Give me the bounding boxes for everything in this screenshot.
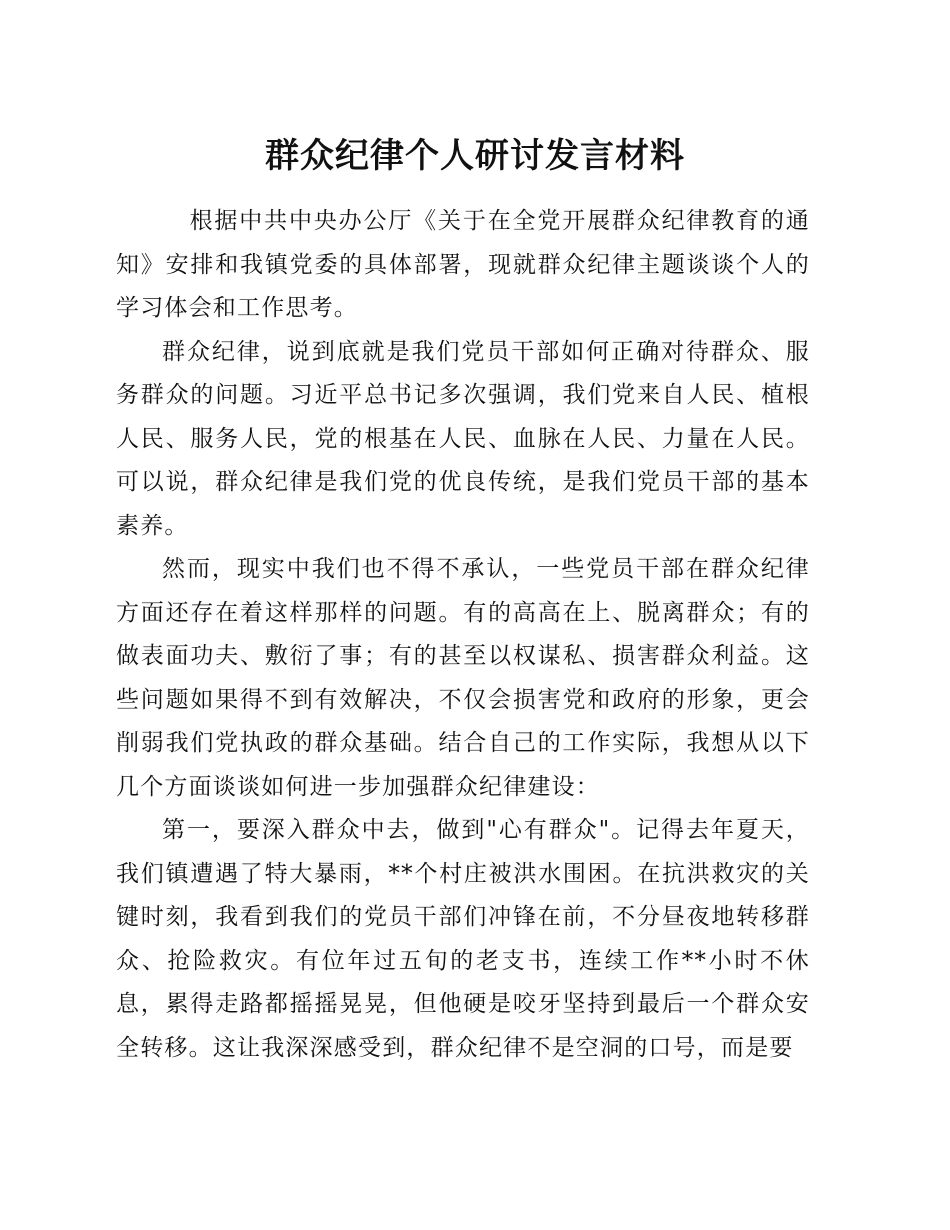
paragraph-4: 第一，要深入群众中去，做到"心有群众"。记得去年夏天，我们镇遭遇了特大暴雨，**个村庄被洪水围困。在抗洪救灾的关键时刻，我看到我们的党员干部们冲锋在前，不分昼夜地转移群众、抢险救灾。有位年过五旬的老支书，连续工作**小时不休息，累得走路都摇摇晃晃，但他硬是咬牙坚持到最后一个群众安全转移。这让我深深感受到，群众纪律不是空洞的口号，而是要	[116, 817, 810, 1061]
paragraph-2: 群众纪律，说到底就是我们党员干部如何正确对待群众、服务群众的问题。习近平总书记多次强调，我们党来自人民、植根人民、服务人民，党的根基在人民、血脉在人民、力量在人民。可以说，群众纪律是我们党的优良传统，是我们党员干部的基本素养。	[116, 338, 810, 539]
paragraph-1: 根据中共中央办公厅《关于在全党开展群众纪律教育的通知》安排和我镇党委的具体部署，现就群众纪律主题谈谈个人的学习体会和工作思考。	[116, 208, 810, 321]
document-title: 群众纪律个人研讨发言材料	[265, 136, 685, 176]
paragraph-3: 然而，现实中我们也不得不承认，一些党员干部在群众纪律方面还存在着这样那样的问题。有的高高在上、脱离群众；有的做表面功夫、敷衍了事；有的甚至以权谋私、损害群众利益。这些问题如果得不到有效解决，不仅会损害党和政府的形象，更会削弱我们党执政的群众基础。结合自己的工作实际，我想从以下几个方面谈谈如何进一步加强群众纪律建设：	[116, 556, 810, 800]
document-body	[116, 200, 810, 1070]
